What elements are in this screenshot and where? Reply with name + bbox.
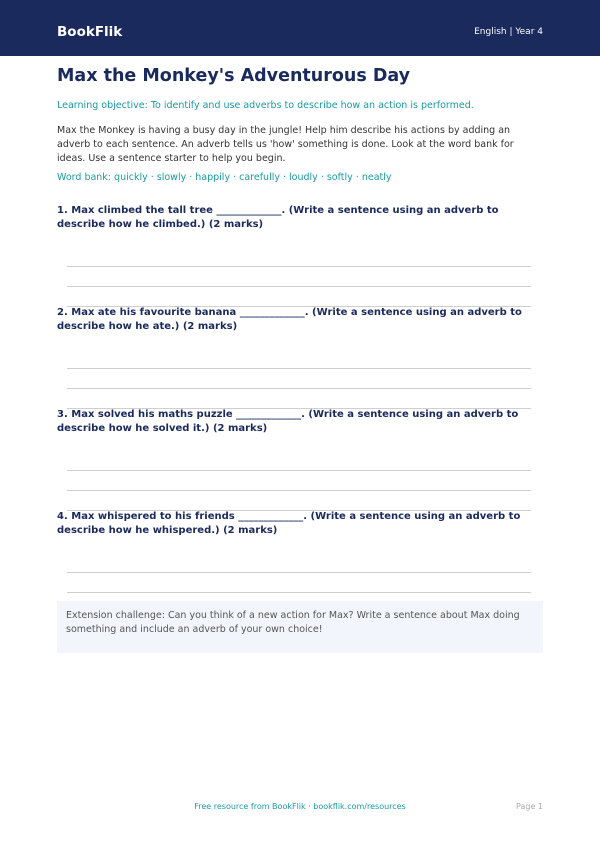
learning-objective: Learning objective: To identify and use adverbs to describe how an action is performed.	[57, 100, 474, 111]
extension-text: Extension challenge: Can you think of a new action for Max? Write a sentence about Max doing something and include an adverb of your own choice!	[66, 610, 520, 635]
extension-challenge-box	[57, 601, 543, 653]
brand-logo: BookFlik	[57, 24, 123, 40]
answer-line[interactable]	[67, 470, 531, 471]
footer-credit: Free resource from BookFlik · bookflik.com/resources	[194, 802, 406, 811]
header-bar	[0, 0, 600, 56]
question-2: 2. Max ate his favourite banana _____________. (Write a sentence using an adverb to describe how he ate.) (2 marks)	[57, 307, 522, 332]
question-3: 3. Max solved his maths puzzle _____________. (Write a sentence using an adverb to describe how he solved it.) (2 marks)	[57, 409, 519, 434]
intro-paragraph: Max the Monkey is having a busy day in the jungle! Help him describe his actions by adding an adverb to each sentence. An adverb tells us 'how' something is done. Look at the word bank for ideas. Use a sentence starter to help you begin.	[57, 125, 514, 164]
page-number: Page 1	[516, 802, 543, 811]
worksheet-title: Max the Monkey's Adventurous Day	[57, 66, 411, 86]
answer-line[interactable]	[67, 266, 531, 267]
word-bank: Word bank: quickly · slowly · happily · carefully · loudly · softly · neatly	[57, 172, 392, 183]
answer-line[interactable]	[67, 592, 531, 593]
question-1: 1. Max climbed the tall tree _____________. (Write a sentence using an adverb to describe how he climbed.) (2 marks)	[57, 205, 499, 230]
answer-line[interactable]	[67, 286, 531, 287]
subject-year-label: English | Year 4	[474, 27, 543, 37]
answer-line[interactable]	[67, 490, 531, 491]
answer-line[interactable]	[67, 368, 531, 369]
answer-line[interactable]	[67, 388, 531, 389]
question-4: 4. Max whispered to his friends _____________. (Write a sentence using an adverb to describe how he whispered.) (2 marks)	[57, 511, 521, 536]
answer-line[interactable]	[67, 572, 531, 573]
